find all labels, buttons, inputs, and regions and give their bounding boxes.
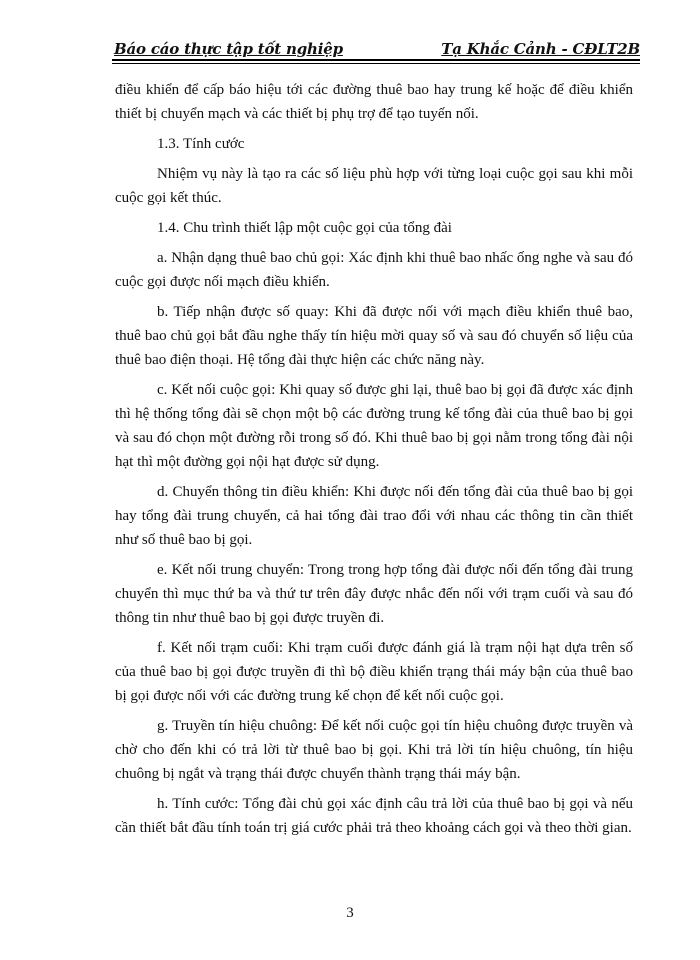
page-number: 3	[346, 905, 354, 921]
paragraph-step-b: b. Tiếp nhận được số quay: Khi đã được nối với mạch điều khiển thuê bao, thuê bao chủ gọi bắt đầu nghe thấy tín hiệu mời quay số và sau đó chuyển số liệu của thuê bao điện thoại. Hệ tổng đài thực hiện các chức năng này.	[115, 304, 633, 368]
paragraph-continuation: điều khiển để cấp báo hiệu tới các đường thuê bao hay trung kế hoặc để điều khiển thiết bị chuyển mạch và các thiết bị phụ trợ để tạo tuyến nối.	[115, 82, 633, 122]
section-heading-1-4: 1.4. Chu trình thiết lập một cuộc gọi của tổng đài	[157, 220, 452, 236]
header-report-title: Báo cáo thực tập tốt nghiệp	[114, 40, 343, 58]
header-rule-thick	[112, 59, 640, 61]
paragraph-step-c: c. Kết nối cuộc gọi: Khi quay số được ghi lại, thuê bao bị gọi đã được xác định thì hệ thống tổng đài sẽ chọn một bộ các đường trung kế tổng đài của thuê bao bị gọi và sau đó chọn một đường rỗi trong số đó. Khi thuê bao bị gọi nằm trong tổng đài nội hạt thì một đường gọi nội hạt được sử dụng.	[115, 382, 633, 470]
paragraph-step-h: h. Tính cước: Tổng đài chủ gọi xác định câu trả lời của thuê bao bị gọi và nếu cần thiết bắt đầu tính toán trị giá cước phải trả theo khoảng cách gọi và theo thời gian.	[115, 796, 633, 836]
paragraph-step-f: f. Kết nối trạm cuối: Khi trạm cuối được đánh giá là trạm nội hạt dựa trên số của thuê bao bị gọi được truyền đi thì bộ điều khiển trạng thái máy bận của thuê bao bị gọi được nối với các đường trung kế chọn để kết nối cuộc gọi.	[115, 640, 633, 704]
paragraph-step-g: g. Truyền tín hiệu chuông: Để kết nối cuộc gọi tín hiệu chuông được truyền và chờ cho đến khi có trả lời từ thuê bao bị gọi. Khi trả lời tín hiệu chuông, tín hiệu chuông bị ngắt và trạng thái được chuyển thành trạng thái máy bận.	[115, 718, 633, 782]
section-heading-1-3: 1.3. Tính cước	[157, 136, 245, 152]
document-body	[115, 78, 633, 840]
paragraph-step-e: e. Kết nối trung chuyển: Trong trong hợp tổng đài được nối đến tổng đài trung chuyển thì mục thứ ba và thứ tư trên đây được nhắc đến nối với trạm cuối và sau đó thông tin như thuê bao bị gọi được truyền đi.	[115, 562, 633, 626]
paragraph-step-a: a. Nhận dạng thuê bao chủ gọi: Xác định khi thuê bao nhấc ống nghe và sau đó cuộc gọi được nối mạch điều khiển.	[115, 250, 633, 290]
header-rule-thin	[112, 63, 640, 64]
paragraph-billing: Nhiệm vụ này là tạo ra các số liệu phù hợp với từng loại cuộc gọi sau khi mỗi cuộc gọi kết thúc.	[115, 166, 633, 206]
page-header	[112, 37, 640, 61]
paragraph-step-d: d. Chuyển thông tin điều khiển: Khi được nối đến tổng đài của thuê bao bị gọi hay tổng đài trung chuyển, cả hai tổng đài trao đổi với nhau các thông tin cần thiết như số thuê bao bị gọi.	[115, 484, 633, 548]
header-author: Tạ Khắc Cảnh - CĐLT2B	[441, 40, 640, 58]
